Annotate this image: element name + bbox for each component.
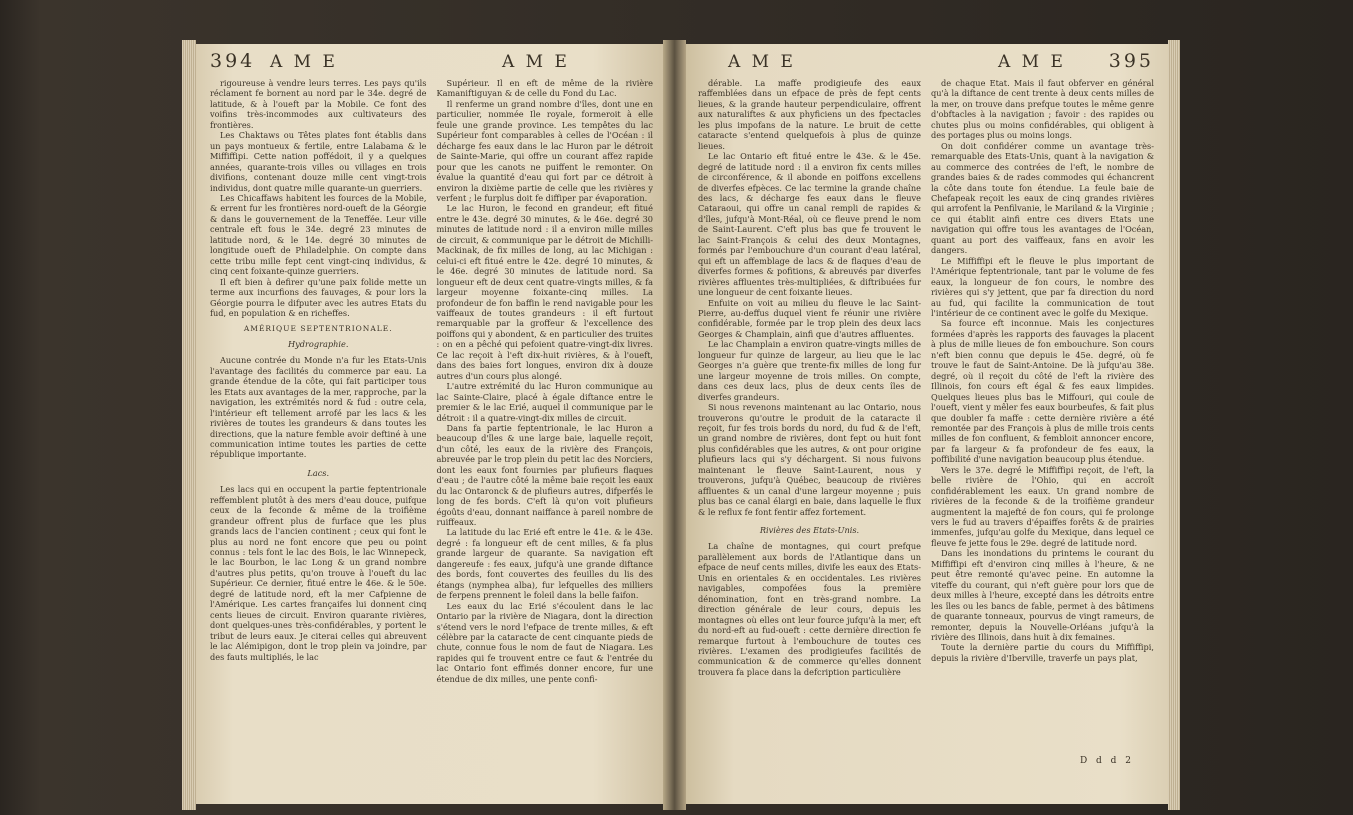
paragraph: On doit confidérer comme un avantage très-remarquable des Etats-Unis, quant à la navigation & au commerce des contrées de l'eft, le nombre de grandes baies & de rades commodes qui échancrent la côte dans toute fon étendue. La feule baie de Chefapeak reçoit les eaux de cinq grandes rivières qui arrofent la Penfilvanie, le Mariland & la Virginie ; ce qui établit ainfi entre ces divers Etats une navigation qui offre tous les avantages de l'Océan, quant au port des vaiffeaux, fans en avoir les dangers. <box>931 140 1154 256</box>
paragraph: Les Chaktaws ou Têtes plates font établis dans un pays montueux & fertile, entre Lalabama & le Miffiffipi. Cette nation poffédoit, il y a quelques années, quarante-trois villes ou villages en trois divifions, contenant douze mille cent vingt-trois individus, dont quatre mille quarante-un guerriers. <box>210 130 427 193</box>
paragraph: Les Chicaffaws habitent les fources de la Mobile, & errent fur les frontières nord-oueft de la Géorgie & dans le gouvernement de la Teneffée. Leur ville centrale eft fous le 34e. degré 23 minutes de latitude nord, & le 14e. degré 30 minutes de longitude oueft de Philadelphie. On compte dans cette tribu mille fept cent vingt-cinq individus, & cinq cent foixante-quinze guerriers. <box>210 192 427 277</box>
paragraph: Il eft bien à defirer qu'une paix folide mette un terme aux incurfions des fauvages, & pour lors la Géorgie pourra le difputer avec les autres Etats du fud, en population & en richeffes. <box>210 276 427 318</box>
paragraph: La latitude du lac Erié eft entre le 41e. & le 43e. degré : fa longueur eft de cent milles, & fa plus grande largeur de quarante. Sa navigation eft dangereufe : fes eaux, jufqu'à une grande diftance des bords, font couvertes des feuilles du lis des étangs (nymphea alba), fur lefquelles des milliers de ferpens prennent le foleil dans la belle faifon. <box>436 527 653 601</box>
right-column-1 <box>698 78 921 677</box>
right-column-2 <box>931 78 1154 677</box>
subsection-heading: Lacs. <box>307 467 330 478</box>
paragraph: Il renferme un grand nombre d'îles, dont une en particulier, nommée Ile royale, formeroit à elle feule une grande province. Les tempêtes du lac Supérieur font comparables à celles de l'Océan : il décharge fes eaux dans le lac Huron par le détroit de Sainte-Marie, qui offre un courant affez rapide pour que les canots ne puiffent le remonter. On évalue la quantité d'eau qui fort par ce détroit à environ la dixième partie de celle que les rivières y verfent ; le furplus doit fe diffiper par évaporation. <box>436 98 653 203</box>
paragraph: Le lac Champlain a environ quatre-vingts milles de longueur fur quinze de largeur, au lieu que le lac Georges n'a guère que trente-fix milles de long fur une largeur moyenne de trois milles. On compte, dans ces deux lacs, plus de deux cents îles de diverfes grandeurs. <box>698 339 921 402</box>
right-page-number: 395 <box>1108 50 1154 72</box>
paragraph: Aucune contrée du Monde n'a fur les Etats-Unis l'avantage des facilités du commerce par eau. La grande étendue de la côte, qui fait participer tous les Etats aux avantages de la mer, rapproche, par la navigation, les extrémités nord & fud : outre cela, l'intérieur eft tellement arrofé par les lacs & les rivières de toutes les grandeurs & dans toutes les directions, que la nature femble avoir deftiné à une communication intime toutes les parties de cette république importante. <box>210 355 427 460</box>
paragraph: L'autre extrémité du lac Huron communique au lac Sainte-Claire, placé à égale diftance entre le premier & le lac Erié, auquel il communique par le détroit : il a quatre-vingt-dix milles de circuit. <box>436 381 653 423</box>
left-running-title-2: A M E <box>502 52 570 72</box>
subsection-heading: Rivières des Etats-Unis. <box>759 525 860 536</box>
left-page-number: 394 <box>210 50 256 72</box>
left-page-header <box>210 50 653 78</box>
signature-mark: D d d 2 <box>1079 756 1134 766</box>
right-running-title: A M E <box>728 52 796 72</box>
paragraph: Sa fource eft inconnue. Mais les conjectures formées d'après les rapports des fauvages la placent à plus de mille lieues de fon embouchure. Son cours n'eft bien connu que depuis le 45e. degré, où fe trouve le faut de Saint-Antoine. De là jufqu'au 38e. degré, où il reçoit du côté de l'eft la rivière des Illinois, fon cours eft égal & fes eaux limpides. Quelques lieues plus bas le Miffouri, qui coule de l'oueft, vient y mêler fes eaux bourbeufes, & fait plus que doubler fa maffe : cette dernière rivière a été remontée par des François à plus de mille trois cents milles de fon confluent, & fembloit annoncer encore, par fa largeur & fa profondeur de fes eaux, la poffibilité d'une navigation beaucoup plus étendue. <box>931 318 1154 465</box>
paragraph: Toute la dernière partie du cours du Miffiffipi, depuis la rivière d'Iberville, traverfe un pays plat, <box>931 642 1154 663</box>
right-page <box>686 44 1168 804</box>
paragraph: Vers le 37e. degré le Miffiffipi reçoit, de l'eft, la belle rivière de l'Ohio, qui en accroît confidérablement les eaux. Un grand nombre de rivières de la feconde & de la troifième grandeur augmentent la majefté de fon cours, qui fe prolonge vers le fud au travers d'épaiffes forêts & de prairies immenfes, jufqu'au golfe du Mexique, dans lequel ce fleuve fe jette fous le 29e. degré de latitude nord. <box>931 464 1154 548</box>
paragraph: Supérieur. Il en eft de même de la rivière Kamaniftiguyan & de celle du Fond du Lac. <box>436 78 653 99</box>
paragraph: Le lac Huron, le fecond en grandeur, eft fitué entre le 43e. degré 30 minutes, & le 46e. degré 30 minutes de latitude nord : il a environ mille milles de circuit, & communique par le détroit de Michilli-Mackinak, de fix milles de long, au lac Michigan : celui-ci eft fitué entre le 42e. degré 10 minutes, & le 46e. degré 30 minutes de latitude nord. Sa longueur eft de deux cent quatre-vingts milles, & fa largeur moyenne foixante-cinq milles. La profondeur de fon baffin le rend navigable pour les vaiffeaux de toutes grandeurs : il eft furtout remarquable par la groffeur & l'excellence des poiffons qui y abondent, & en particulier des truites : on en a pêché qui pefoient quatre-vingt-dix livres. Ce lac reçoit à l'eft dix-huit rivières, & à l'oueft, dans des baies fort longues, environ dix à douze autres d'un cours plus alongé. <box>436 203 653 381</box>
left-column-2 <box>437 78 654 684</box>
paragraph: dérable. La maffe prodigieufe des eaux raffemblées dans un efpace de près de fept cents lieues, & la grande hauteur perpendiculaire, offrent aux naturaliftes & aux phyficiens un des fpectacles les plus impofans de la nature. Le bruit de cette cataracte s'entend quelquefois à plus de quinze lieues. <box>698 78 921 151</box>
subsection-heading: Hydrographie. <box>288 338 349 349</box>
paragraph: Dans les inondations du printems le courant du Miffiffipi eft d'environ cinq milles à l'heure, & ne peut être remonté qu'avec peine. En automne la viteffe du courant, qui n'eft guère pour lors que de deux milles à l'heure, excepté dans les détroits entre les îles ou les bancs de fable, permet à des bâtimens de quarante tonneaux, pourvus de vingt rameurs, de remonter, depuis la Nouvelle-Orléans jufqu'à la rivière des Illinois, dans huit à dix femaines. <box>931 548 1154 643</box>
paragraph: Le Miffiffipi eft le fleuve le plus important de l'Amérique feptentrionale, tant par le volume de fes eaux, la longueur de fon cours, le nombre des rivières qui s'y jettent, que par fa direction du nord au fud, qui facilite la communication de tout l'intérieur de ce continent avec le golfe du Mexique. <box>931 255 1154 318</box>
right-page-header <box>698 50 1154 78</box>
left-column-1 <box>210 78 427 684</box>
right-page-edges <box>1168 40 1180 810</box>
paragraph: Si nous revenons maintenant au lac Ontario, nous trouverons qu'outre le produit de la cataracte il reçoit, fur fes trois bords du nord, du fud & de l'eft, un grand nombre de rivières, dont fept ou huit font plus confidérables que les autres, & ont pour origine plufieurs lacs qui s'y déchargent. Si nous fuivons maintenant le fleuve Saint-Laurent, nous y trouverons, jufqu'à Québec, beaucoup de rivières affluentes & un canal d'une largeur moyenne ; puis plus bas ce canal élargi en baie, dans laquelle le flux & le reflux fe font fentir affez fortement. <box>698 402 921 517</box>
left-page <box>196 44 663 804</box>
paragraph: Le lac Ontario eft fitué entre le 43e. & le 45e. degré de latitude nord : il a environ fix cents milles de circonférence, & il abonde en poiffons excellens de diverfes efpèces. Ce lac termine la grande chaîne des lacs, & décharge fes eaux dans le fleuve Cataraoui, qui offre un canal rempli de rapides & d'îles, jufqu'à Mont-Réal, où ce fleuve prend le nom de Saint-Laurent. C'eft plus bas que fe trouvent le lac Saint-François & celui des deux Montagnes, formés par l'embouchure d'un courant d'eau latéral, qui eft un affemblage de lacs & de flaques d'eau de diverfes formes & pofitions, & abreuvés par diverfes rivières affluentes très-multipliées, & diftribuées fur une longueur de cent foixante lieues. <box>698 151 921 298</box>
book-gutter <box>663 40 686 810</box>
paragraph: Les lacs qui en occupent la partie feptentrionale reffemblent plutôt à des mers d'eau douce, puifque ceux de la feconde & même de la troifième grandeur offrent plus de furface que les plus grands lacs de l'ancien continent ; ceux qui font le plus au nord ne font encore que peu ou point connus : tels font le lac des Bois, le lac Winnepeck, le lac Bourbon, le lac Long & un grand nombre d'autres plus petits, qu'on trouve à l'oueft du lac Supérieur. Ce dernier, fitué entre le 46e. & le 50e. degré de latitude nord, eft la mer Cafpienne de l'Amérique. Les cartes françaifes lui donnent cinq cents lieues de circuit. Environ quarante rivières, dont quelques-unes très-confidérables, y portent le tribut de leurs eaux. Je citerai celles qui abreuvent le lac Alémipigon, dont le trop plein va joindre, par des fauts multipliés, le lac <box>210 484 427 662</box>
right-running-title-2: A M E <box>998 52 1066 72</box>
left-page-edges <box>182 40 196 810</box>
section-heading: AMÉRIQUE SEPTENTRIONALE. <box>243 324 393 334</box>
left-running-title: A M E <box>270 52 338 72</box>
paragraph: Dans fa partie feptentrionale, le lac Huron a beaucoup d'îles & une large baie, laquelle reçoit, d'un côté, les eaux de la rivière des François, abreuvée par le trop plein du petit lac des Norciers, dont les eaux font fournies par plufieurs flaques d'eau ; de l'autre côté la même baie reçoit les eaux du lac Ontaronck & de plufieurs autres, difperfés le long de fes bords. C'eft là qu'on voit plufieurs égoûts d'eau, donnant naiffance à pareil nombre de ruiffeaux. <box>436 422 653 528</box>
paragraph: de chaque Etat. Mais il faut obferver en général qu'à la diftance de cent trente à deux cents milles de la mer, on trouve dans prefque toutes le même genre d'obftacles à la navigation ; favoir : des rapides ou chutes plus ou moins confidérables, qui obligent à des portages plus ou moins longs. <box>931 78 1154 141</box>
paragraph: Enfuite on voit au milieu du fleuve le lac Saint-Pierre, au-deffus duquel vient fe réunir une rivière confidérable, formée par le trop plein des deux lacs Georges & Champlain, ainfi que d'autres affluentes. <box>698 297 921 339</box>
paragraph: Les eaux du lac Erié s'écoulent dans le lac Ontario par la rivière de Niagara, dont la direction s'étend vers le nord l'efpace de trente milles, & eft célèbre par la cataracte de cent cinquante pieds de chute, connue fous le nom de faut de Niagara. Les rapides qui fe trouvent entre ce faut & l'entrée du lac Ontario font effimés donner encore, fur une étendue de dix milles, une pente confi- <box>436 600 653 684</box>
paragraph: La chaîne de montagnes, qui court prefque parallèlement aux bords de l'Atlantique dans un efpace de neuf cents milles, divife les eaux des Etats-Unis en orientales & en occidentales. Les rivières navigables, compofées fous la première dénomination, font en très-grand nombre. La direction générale de leur cours, depuis les montagnes où elles ont leur fource jufqu'à la mer, eft du nord-eft au fud-oueft : cette dernière direction fe remarque furtout à l'embouchure de toutes ces rivières. L'examen des prodigieufes facilités de communication & de commerce qu'elles donnent trouvera fa place dans la defcription particulière <box>698 541 921 677</box>
paragraph: rigoureuse à vendre leurs terres. Les pays qu'ils réclament fe bornent au nord par le 34e. degré de latitude, & à l'oueft par la Mobile. Ce font des voifins très-incommodes aux cultivateurs des frontières. <box>210 78 427 130</box>
